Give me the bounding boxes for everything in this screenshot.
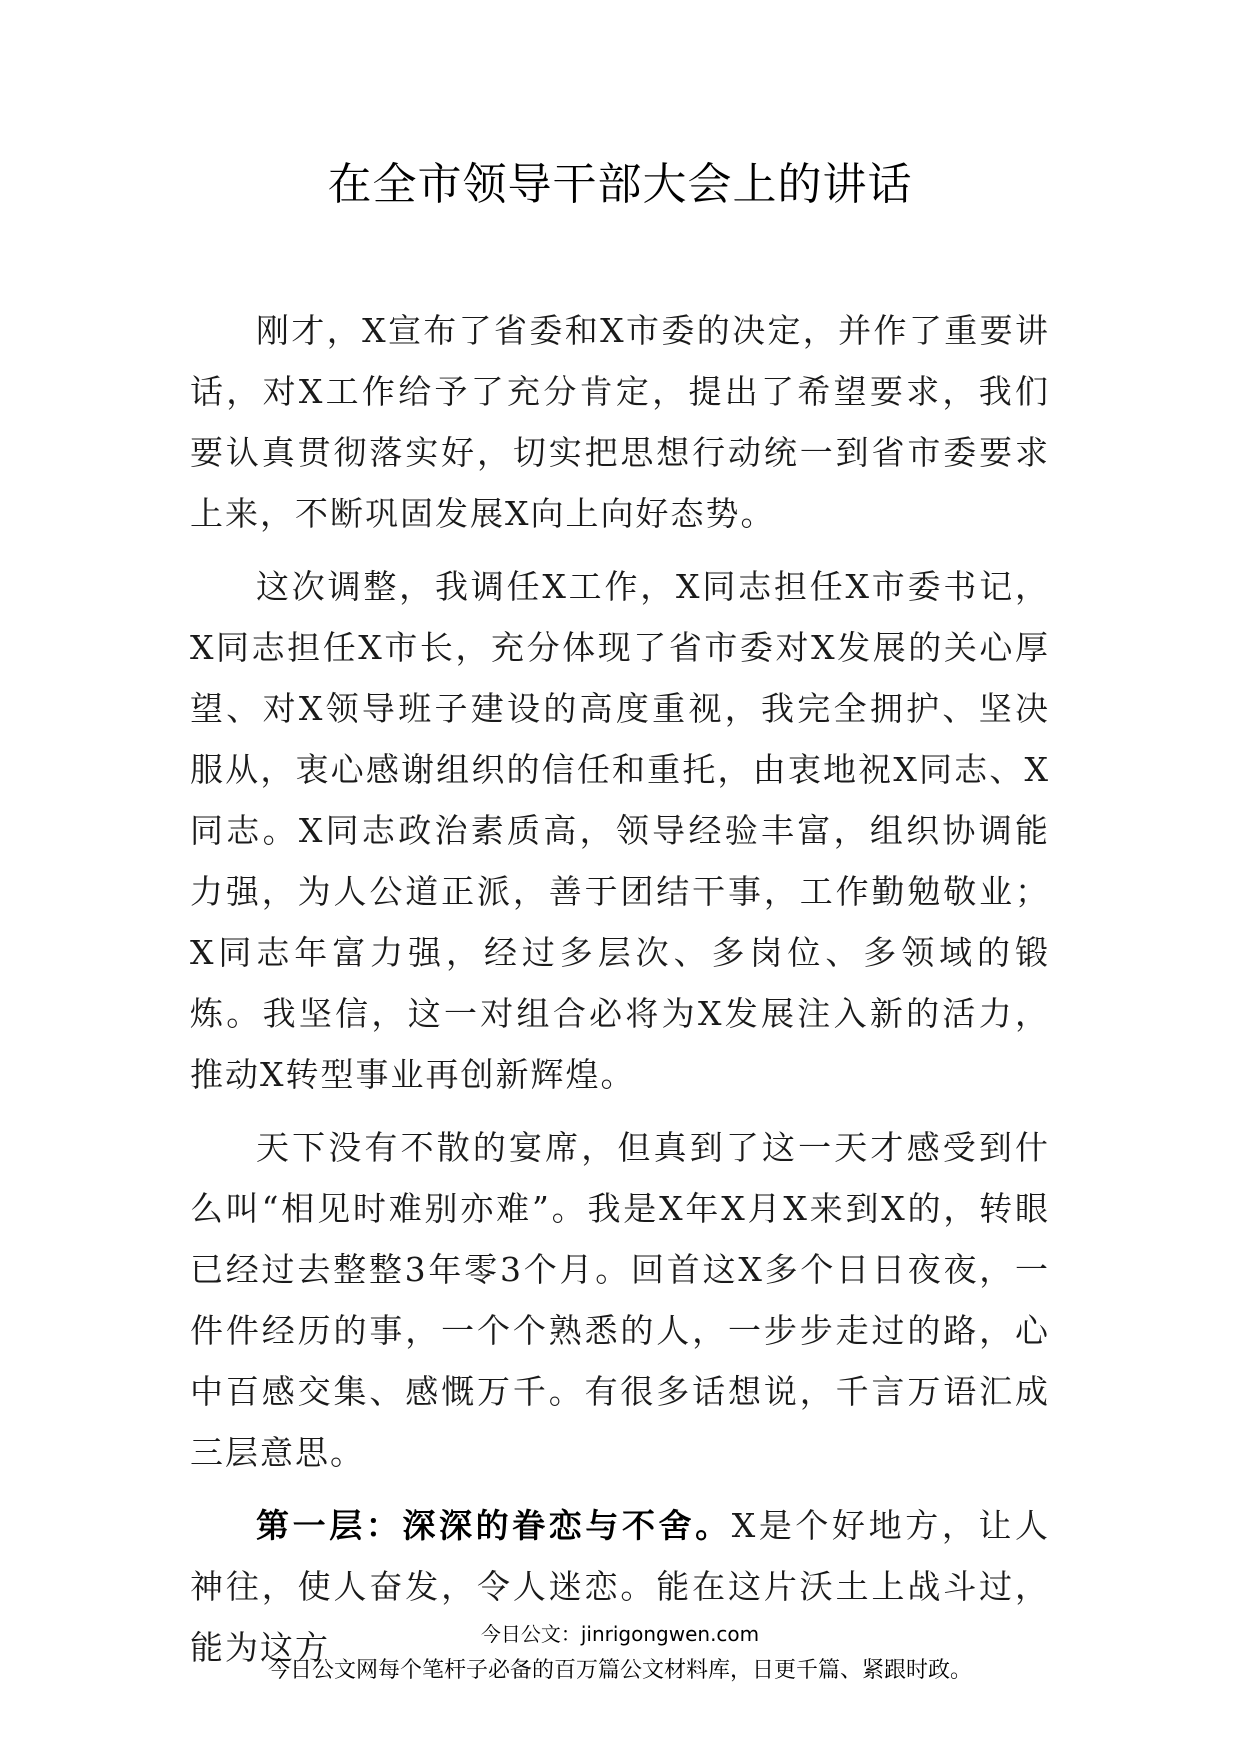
- footer-site-link[interactable]: 今日公文：jinrigongwen.com: [480, 1622, 760, 1646]
- paragraph-text: 刚才，X宣布了省委和X市委的决定，并作了重要讲话，对X工作给予了充分肯定，提出了希望要求，我们要认真贯彻落实好，切实把思想行动统一到省市委要求上来，不断巩固发展X向上向好态势。: [190, 311, 1050, 533]
- document-body: [190, 300, 1050, 1690]
- paragraph-text: X是个好地方，让人神往，使人奋发，令人迷恋。能在这片沃土上战斗过，能为这方: [190, 1506, 1051, 1667]
- page-footer: [0, 1616, 1240, 1690]
- paragraph-3: [190, 1117, 1050, 1483]
- paragraph-lead: 第一层：深深的眷恋与不舍。: [256, 1506, 732, 1545]
- paragraph-text: 这次调整，我调任X工作，X同志担任X市委书记，X同志担任X市长，充分体现了省市委对X发展的关心厚望、对X领导班子建设的高度重视，我完全拥护、坚决服从，衷心感谢组织的信任和重托，由衷地祝X同志、X同志。X同志政治素质高，领导经验丰富，组织协调能力强，为人公道正派，善于团结干事，工作勤勉敬业；X同志年富力强，经过多层次、多岗位、多领域的锻炼。我坚信，这一对组合必将为X发展注入新的活力，推动X转型事业再创新辉煌。: [190, 567, 1050, 1094]
- paragraph-2: [190, 556, 1050, 1105]
- footer-slogan: 今日公文网每个笔杆子必备的百万篇公文材料库，日更千篇、紧跟时政。: [267, 1658, 972, 1683]
- paragraph-1: [190, 300, 1050, 544]
- document-title: 在全市领导干部大会上的讲话: [327, 159, 913, 210]
- paragraph-text: 天下没有不散的宴席，但真到了这一天才感受到什么叫“相见时难别亦难”。我是X年X月X来到X的，转眼已经过去整整3年零3个月。回首这X多个日日夜夜，一件件经历的事，一个个熟悉的人，一步步走过的路，心中百感交集、感慨万千。有很多话想说，千言万语汇成三层意思。: [190, 1128, 1050, 1472]
